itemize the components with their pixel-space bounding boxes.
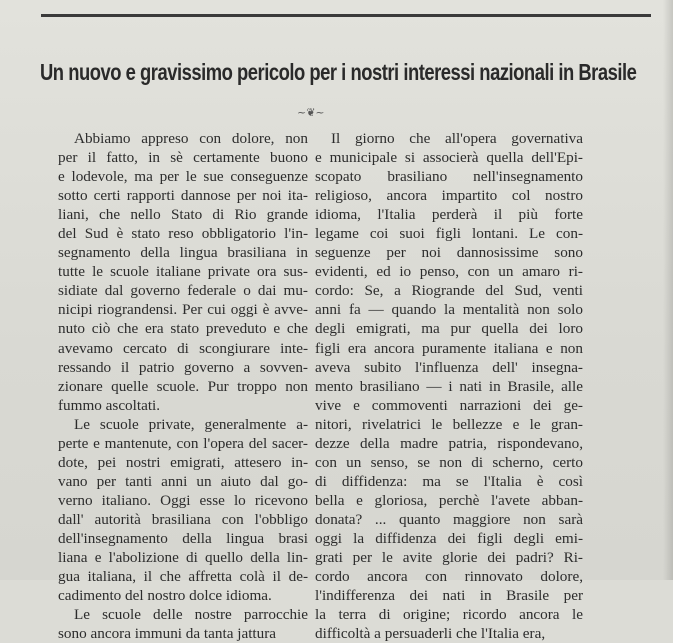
text-line: fummo ascoltati. <box>58 396 161 414</box>
text-line: Abbiamo appreso con dolore, non <box>74 130 308 147</box>
text-line: dell'insegnamento della lingua brasi <box>58 529 308 547</box>
text-line: scopato brasiliano nell'insegnamento <box>315 168 583 186</box>
text-line: di diffidenza: ma se l'Italia è così <box>315 472 583 490</box>
text-line: religioso, ancora impartito col nostro <box>315 187 583 205</box>
text-line: vano per tanti anni un aiuto dal go- <box>58 472 308 490</box>
text-line: e lodevole, ma per le sue conseguenze <box>58 168 308 186</box>
text-line: nicipi riograndensi. Per cui oggi è avve- <box>58 301 308 319</box>
text-line: liani, che nello Stato di Rio grande <box>58 206 308 224</box>
text-line: liana e l'abolizione di quello della lin- <box>58 549 308 567</box>
text-line: dall' autorità brasiliana con l'obbligo <box>58 510 308 528</box>
text-line: sidiate dal governo federale o dai mu- <box>58 282 308 300</box>
text-line: verno italiano. Oggi esse lo ricevono <box>58 491 308 509</box>
page-edge-shadow <box>663 0 673 580</box>
text-line: idioma, l'Italia perderà il più forte <box>315 206 583 224</box>
text-line: cordo: Se, a Riogrande del Sud, venti <box>315 282 583 300</box>
text-line: cadimento del nostro dolce idioma. <box>58 587 272 605</box>
text-line: cordo ancora con rinnovato dolore, <box>315 568 583 586</box>
text-line: oggi la diffidenza dei figli degli emi- <box>315 529 583 547</box>
text-line: bella e gloriosa, perchè l'avete abban- <box>315 491 583 509</box>
text-line: degli emigrati, ma pur quella dei loro <box>315 320 583 338</box>
text-line: Il giorno che all'opera governativa <box>331 130 583 147</box>
text-line: aveva subito l'influenza dell' insegna- <box>315 358 583 376</box>
text-line: per il fatto, in sè certamente buono <box>58 149 308 167</box>
text-line: sono ancora immuni da tanta jattura <box>58 625 277 643</box>
text-line: gua italiana, il che affretta colà il de- <box>58 568 308 586</box>
text-line: zionare quelle scuole. Pur troppo non <box>58 377 308 395</box>
text-line: sotto certi rapporti dannose per noi ita- <box>58 187 308 205</box>
left-column <box>58 129 308 643</box>
text-line: Le scuole private, generalmente a- <box>74 415 308 433</box>
text-line: segnamento della lingua brasiliana in <box>58 244 308 262</box>
text-line: con un senso, se non di scherno, certo <box>315 453 583 471</box>
text-line: figli era ancora puramente italiana e non <box>315 339 583 357</box>
text-line: nuto ciò che era stato preveduto e che <box>58 320 308 338</box>
text-line: nitori, rivelatrici le bellezze e le gran- <box>315 415 583 433</box>
text-line: evidenti, ed io penso, con un amaro ri- <box>315 263 583 281</box>
text-line: tutte le scuole italiane private ora sus- <box>58 263 308 281</box>
text-line: perte e mantenute, con l'opera del sacer- <box>58 434 308 452</box>
text-line: seguenze per noi dannosissime sono <box>315 244 583 262</box>
text-line: e municipale si associerà quella dell'Epi- <box>315 149 583 167</box>
text-line: l'indifferenza dei nati in Brasile per <box>315 587 583 605</box>
text-line: mento brasiliano — i nati in Brasile, alle <box>315 377 583 395</box>
text-line: la terra di origine; ricordo ancora le <box>315 606 583 624</box>
text-line: dote, pei nostri emigrati, attesero in- <box>58 453 308 471</box>
text-line: donata? ... quanto maggiore non sarà <box>315 510 583 528</box>
top-rule <box>41 14 651 17</box>
text-line: ressando il patrio governo a sovven- <box>58 358 308 376</box>
text-line: dezze della madre patria, rispondevano, <box>315 434 583 452</box>
text-line: difficoltà a persuaderli che l'Italia era, <box>315 625 546 643</box>
text-line: legame coi suoi figli lontani. Le con- <box>315 225 583 243</box>
right-column <box>315 129 583 643</box>
ornament-divider: ~❦~ <box>297 106 325 119</box>
text-line: avevamo cercato di scongiurare inte- <box>58 339 308 357</box>
article-headline: Un nuovo e gravissimo pericolo per i nostri interessi nazionali in Brasile <box>40 59 637 85</box>
text-line: vive e commoventi narrazioni dei ge- <box>315 396 583 414</box>
text-line: grati per le avite glorie dei padri? Ri- <box>315 549 583 567</box>
text-line: Le scuole delle nostre parrocchie <box>74 606 308 624</box>
text-line: anni fa — quando la mentalità non solo <box>315 301 583 319</box>
text-line: del Sud è stato reso obbligatorio l'in- <box>58 225 308 243</box>
